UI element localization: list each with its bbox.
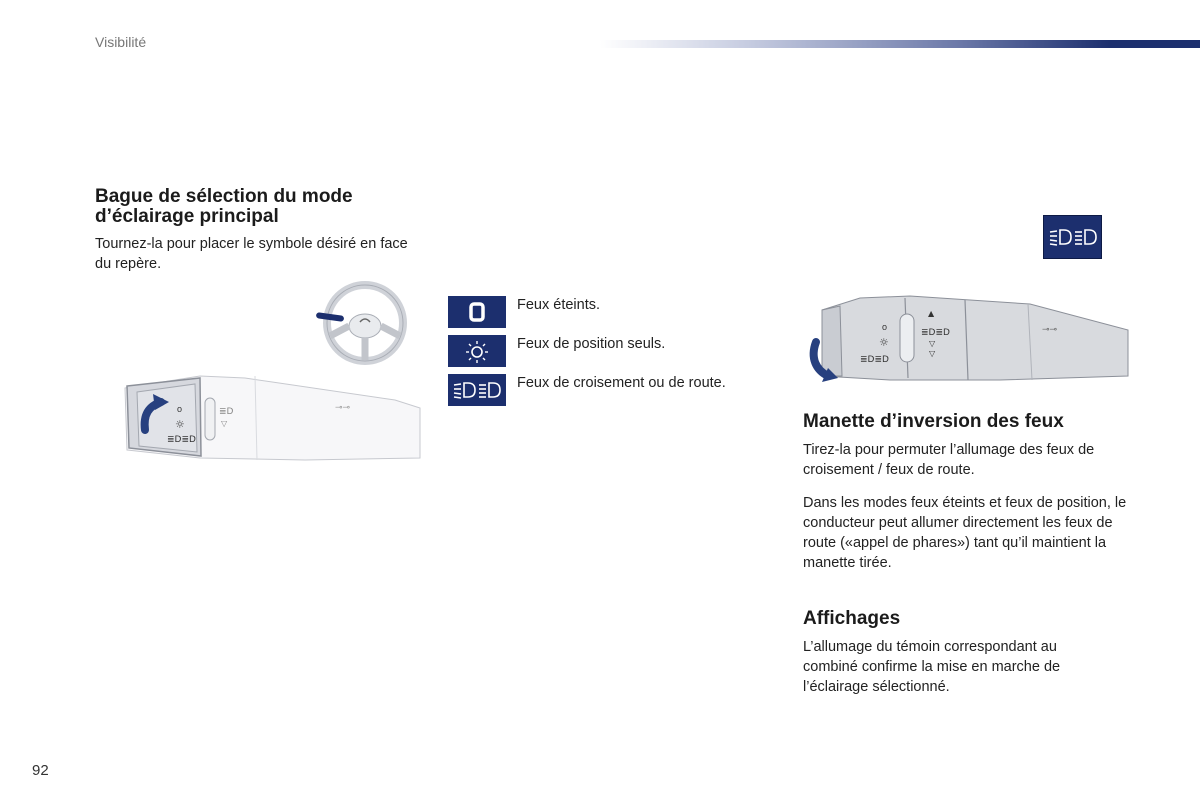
legend-item-position: Feux de position seuls. — [517, 336, 666, 352]
left-title: Bague de sélection du mode d’éclairage principal — [95, 186, 353, 227]
lighting-stalk-illustration — [105, 370, 425, 470]
svg-text:≣D≣D: ≣D≣D — [921, 328, 950, 338]
section-title-beam-switch: Manette d’inversion des feux — [803, 411, 1064, 432]
beam-switch-paragraph-1: Tirez-la pour permuter l’allumage des feux de croisement / feux de route. — [803, 442, 1095, 478]
svg-text:o: o — [177, 404, 183, 414]
left-intro: Tournez-la pour placer le symbole désiré en face du repère. — [95, 236, 408, 272]
svg-text:≣D≣D: ≣D≣D — [167, 435, 196, 445]
svg-text:▽: ▽ — [929, 339, 936, 348]
displays-paragraph: L’allumage du témoin correspondant au combiné confirme la mise en marche de l’éclairage sélectionné. — [803, 639, 1061, 695]
svg-text:▲: ▲ — [928, 309, 935, 318]
off-o-icon — [448, 296, 506, 328]
section-title-displays: Affichages — [803, 608, 901, 629]
beam-switch-stalk-illustration — [800, 290, 1130, 390]
svg-text:≣D≣D: ≣D≣D — [860, 355, 889, 365]
main-beam-indicator-icon — [1043, 215, 1102, 259]
section-header: Visibilité — [95, 34, 147, 50]
dipped-main-beam-icon — [448, 374, 506, 406]
svg-text:⊸⊸: ⊸⊸ — [1042, 325, 1058, 335]
legend-item-off: Feux éteints. — [517, 297, 601, 313]
svg-text:▽: ▽ — [221, 419, 228, 428]
steering-wheel-illustration — [300, 278, 410, 368]
legend-item-dipped-main: Feux de croisement ou de route. — [517, 375, 726, 391]
svg-text:☼: ☼ — [175, 418, 185, 431]
position-lights-icon — [448, 335, 506, 367]
svg-text:≣D: ≣D — [219, 407, 234, 417]
svg-text:o: o — [882, 322, 888, 332]
svg-text:☼: ☼ — [879, 336, 889, 349]
svg-text:▽: ▽ — [929, 349, 936, 358]
beam-switch-paragraph-2: Dans les modes feux éteints et feux de position, le conducteur peut allumer directement les feux de route («appel de phares») tant qu’il maintient la manette tirée. — [803, 495, 1127, 571]
header-gradient-bar — [600, 40, 1200, 48]
page-number: 92 — [32, 762, 49, 779]
svg-text:⊸⊸: ⊸⊸ — [335, 403, 351, 413]
